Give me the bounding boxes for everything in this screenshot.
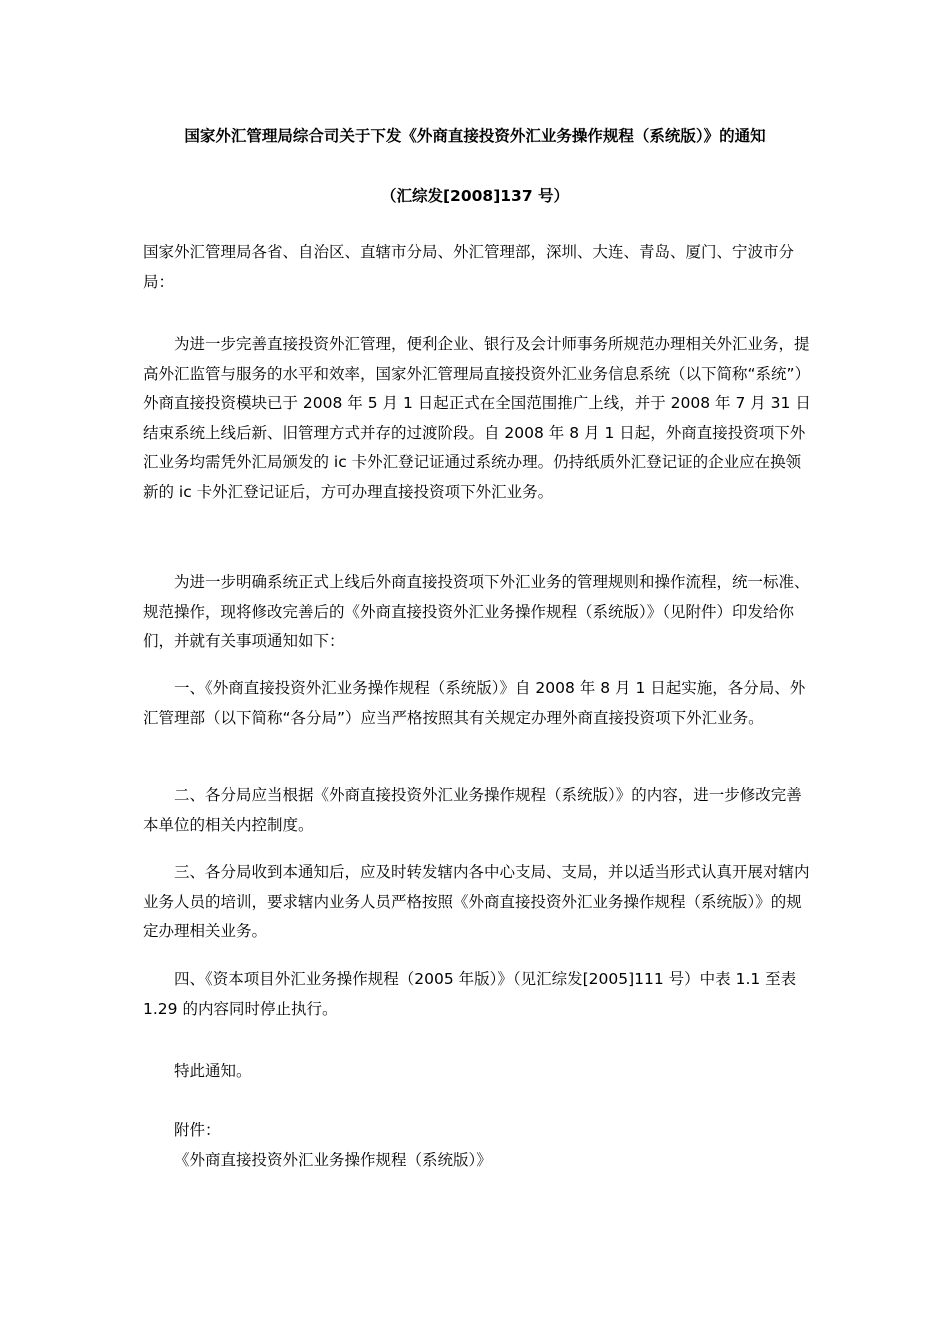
item-two: 二、各分局应当根据《外商直接投资外汇业务操作规程（系统版）》的内容，进一步修改完善本单位的相关内控制度。 (143, 786, 802, 834)
closing-notice: 特此通知。 (174, 1062, 252, 1080)
attachment-label: 附件： (174, 1121, 221, 1139)
attachment-title[interactable]: 《外商直接投资外汇业务操作规程（系统版）》 (174, 1151, 492, 1169)
item-four: 四、《资本项目外汇业务操作规程（2005 年版）》（见汇综发[2005]111 号）中表 1.1 至表 1.29 的内容同时停止执行。 (143, 970, 797, 1018)
document-title: 国家外汇管理局综合司关于下发《外商直接投资外汇业务操作规程（系统版）》的通知 (184, 127, 766, 145)
document-number: （汇综发[2008]137 号） (380, 187, 570, 205)
item-one: 一、《外商直接投资外汇业务操作规程（系统版）》自 2008 年 8 月 1 日起实施，各分局、外汇管理部（以下简称“各分局”）应当严格按照其有关规定办理外商直接投资项下外汇业务。 (143, 679, 806, 727)
paragraph-purpose: 为进一步明确系统正式上线后外商直接投资项下外汇业务的管理规则和操作流程，统一标准、规范操作，现将修改完善后的《外商直接投资外汇业务操作规程（系统版）》（见附件）印发给你们，并就有关事项通知如下： (143, 573, 810, 651)
item-three: 三、各分局收到本通知后，应及时转发辖内各中心支局、支局，并以适当形式认真开展对辖内业务人员的培训，要求辖内业务人员严格按照《外商直接投资外汇业务操作规程（系统版）》的规定办理相关业务。 (143, 863, 810, 941)
paragraph-background: 为进一步完善直接投资外汇管理，便利企业、银行及会计师事务所规范办理相关外汇业务，提高外汇监管与服务的水平和效率，国家外汇管理局直接投资外汇业务信息系统（以下简称“系统”）外商直接投资模块已于 2008 年 5 月 1 日起正式在全国范围推广上线，并于 2008 年 7 月 31 日结束系统上线后新、旧管理方式并存的过渡阶段。自 2008 年 8 月 1 日起，外商直接投资项下外汇业务均需凭外汇局颁发的 ic 卡外汇登记证通过系统办理。仍持纸质外汇登记证的企业应在换领新的 ic 卡外汇登记证后，方可办理直接投资项下外汇业务。 (143, 335, 811, 501)
addressee: 国家外汇管理局各省、自治区、直辖市分局、外汇管理部，深圳、大连、青岛、厦门、宁波市分局： (143, 243, 795, 291)
